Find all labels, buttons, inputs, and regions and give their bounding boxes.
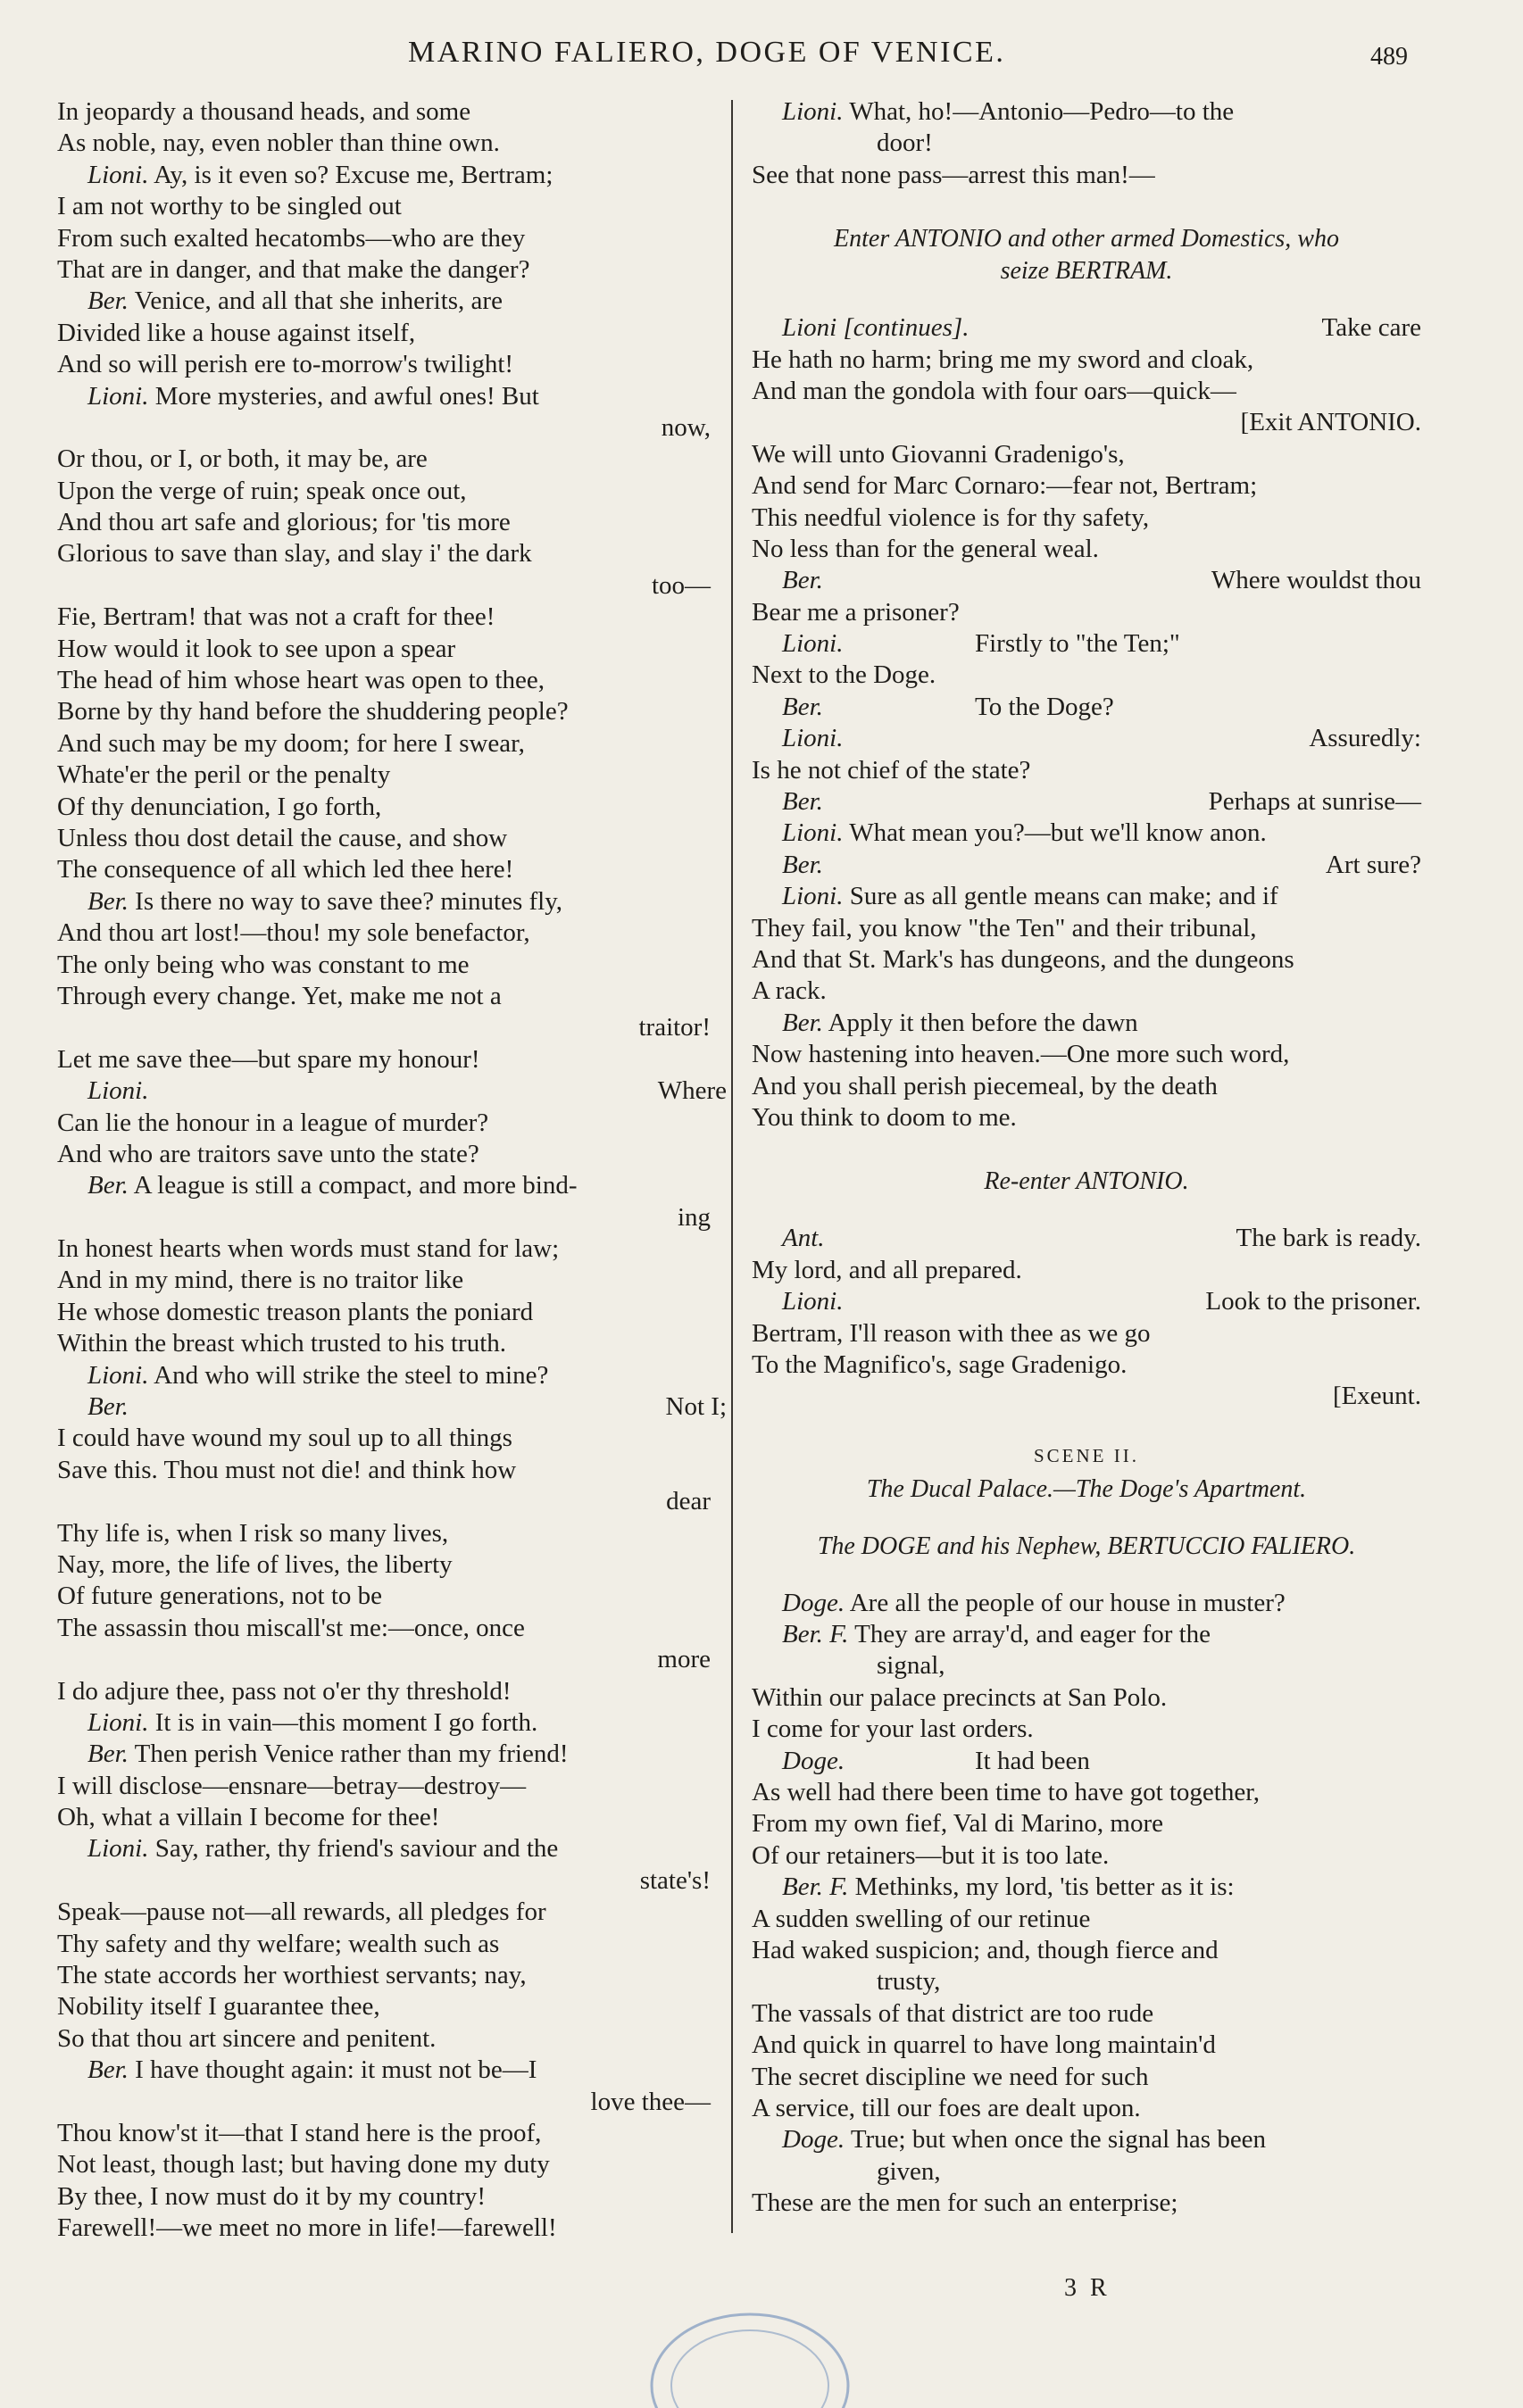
verse-line xyxy=(57,1075,727,1107)
verse-line xyxy=(57,286,727,317)
verse-line xyxy=(752,1872,1421,1903)
stage-direction: Re-enter ANTONIO. xyxy=(984,1167,1189,1196)
verse-line xyxy=(57,1233,727,1265)
line-text: My lord, and all prepared. xyxy=(752,1255,1022,1284)
speaker-name: Lioni. xyxy=(87,1707,149,1737)
verse-line xyxy=(57,886,727,918)
page-number: 489 xyxy=(1370,43,1408,71)
verse-line xyxy=(57,1739,727,1770)
verse-continuation: traitor! xyxy=(638,1013,711,1042)
verse-line xyxy=(752,786,1421,818)
speaker-name: Lioni. xyxy=(87,381,149,411)
line-text: I have thought again: it must not be—I xyxy=(135,2055,537,2085)
verse-line xyxy=(752,2030,1421,2061)
speaker-name: Lioni. xyxy=(87,1076,149,1106)
line-text: A rack. xyxy=(752,976,827,1006)
verse-line xyxy=(57,1833,727,1864)
line-text: Now hastening into heaven.—One more such word, xyxy=(752,1040,1290,1069)
verse-continuation: trusty, xyxy=(877,1967,941,1997)
verse-line xyxy=(752,1381,1421,1412)
verse-line xyxy=(752,1840,1421,1872)
line-text: Look to the prisoner. xyxy=(1205,1287,1421,1316)
spacer xyxy=(752,287,1421,312)
line-text: Thy safety and thy welfare; wealth such as xyxy=(57,1929,500,1958)
speaker-name: Ber. xyxy=(782,692,823,721)
verse-line xyxy=(752,1935,1421,1966)
line-text: And in my mind, there is no traitor like xyxy=(57,1266,464,1295)
column-divider xyxy=(731,100,733,2233)
verse-line xyxy=(57,665,727,696)
spacer xyxy=(752,1133,1421,1166)
line-text: I do adjure thee, pass not o'er thy threshold! xyxy=(57,1676,512,1706)
spacer xyxy=(752,1506,1421,1531)
line-text: The head of him whose heart was open to thee, xyxy=(57,666,545,695)
line-text: Within our palace precincts at San Polo. xyxy=(752,1682,1168,1712)
verse-line xyxy=(752,2124,1421,2155)
speaker-name: Lioni. xyxy=(87,1834,149,1864)
line-text: Farewell!—we meet no more in life!—farewell! xyxy=(57,2213,557,2243)
verse-line xyxy=(752,1588,1421,1619)
line-text: [Exeunt. xyxy=(1332,1382,1421,1411)
stage-direction: seize BERTRAM. xyxy=(1000,257,1173,286)
verse-line xyxy=(57,128,727,159)
verse-line xyxy=(752,1255,1421,1286)
verse-line xyxy=(752,597,1421,628)
line-text: Upon the verge of ruin; speak once out, xyxy=(57,476,467,505)
line-text: Apply it then before the dawn xyxy=(828,1008,1138,1037)
line-text: And that St. Mark's has dungeons, and the dungeons xyxy=(752,944,1294,974)
verse-continuation: love thee— xyxy=(590,2087,711,2116)
verse-line xyxy=(752,345,1421,376)
spacer xyxy=(752,191,1421,223)
verse-continuation: ing xyxy=(677,1202,711,1232)
verse-line xyxy=(57,792,727,823)
line-text: This needful violence is for thy safety, xyxy=(752,502,1150,532)
verse-continuation: given, xyxy=(877,2156,941,2186)
verse-line xyxy=(752,534,1421,565)
speaker-name: Ber. xyxy=(87,1392,129,1422)
verse-line xyxy=(57,918,727,949)
verse-line xyxy=(57,728,727,760)
verse-continuation: more xyxy=(657,1645,711,1674)
verse-line xyxy=(752,470,1421,502)
verse-line xyxy=(57,1297,727,1328)
speaker-name: Ber. xyxy=(87,886,129,916)
spacer xyxy=(752,1413,1421,1438)
verse-line xyxy=(752,1349,1421,1381)
verse-line xyxy=(57,696,727,727)
verse-continuation: dear xyxy=(666,1487,711,1516)
verse-line xyxy=(752,1008,1421,1039)
line-text: Through every change. Yet, make me not a xyxy=(57,981,502,1010)
line-text: Speak—pause not—all rewards, all pledges for xyxy=(57,1897,546,1927)
line-text: He whose domestic treason plants the poniard xyxy=(57,1297,534,1326)
line-text: And so will perish ere to-morrow's twilight! xyxy=(57,350,514,379)
verse-line xyxy=(57,2181,727,2213)
line-text: It had been xyxy=(975,1746,1090,1775)
verse-line xyxy=(752,1223,1421,1254)
line-text: They are array'd, and eager for the xyxy=(854,1620,1211,1649)
stage-direction: The Ducal Palace.—The Doge's Apartment. xyxy=(866,1474,1307,1503)
line-text: Where xyxy=(657,1076,727,1106)
speaker-name: Ant. xyxy=(782,1224,825,1253)
line-text: He hath no harm; bring me my sword and cloak, xyxy=(752,345,1254,374)
verse-line xyxy=(57,1549,727,1581)
line-text: I am not worthy to be singled out xyxy=(57,192,402,221)
line-text: Unless thou dost detail the cause, and show xyxy=(57,823,508,852)
verse-line xyxy=(752,1808,1421,1839)
speaker-name: Lioni. xyxy=(782,629,844,659)
line-text: Not I; xyxy=(665,1392,727,1422)
verse-line xyxy=(57,2055,727,2086)
line-text: The secret discipline we need for such xyxy=(752,2062,1149,2091)
line-text: And who will strike the steel to mine? xyxy=(154,1360,549,1390)
line-text: Save this. Thou must not die! and think how xyxy=(57,1455,517,1484)
verse-line xyxy=(57,950,727,981)
verse-line xyxy=(57,602,727,633)
verse-line xyxy=(752,723,1421,754)
verse-line xyxy=(57,1707,727,1739)
verse-line xyxy=(57,1139,727,1170)
verse-line xyxy=(57,1108,727,1139)
verse-line xyxy=(57,2213,727,2244)
verse-line xyxy=(57,2149,727,2180)
verse-line xyxy=(57,1897,727,1928)
line-text: A league is still a compact, and more bind- xyxy=(133,1171,578,1200)
verse-line xyxy=(57,854,727,885)
line-text: Say, rather, thy friend's saviour and the xyxy=(154,1834,559,1864)
line-text: We will unto Giovanni Gradenigo's, xyxy=(752,439,1125,469)
line-text: Nay, more, the life of lives, the liberty xyxy=(57,1549,453,1579)
spacer xyxy=(752,1563,1421,1588)
verse-line xyxy=(57,1991,727,2022)
line-text: Or thou, or I, or both, it may be, are xyxy=(57,444,428,474)
speaker-name: Lioni. xyxy=(782,882,844,911)
speaker-name: Ber. F. xyxy=(782,1872,849,1902)
line-text: I come for your last orders. xyxy=(752,1715,1034,1744)
line-text: No less than for the general weal. xyxy=(752,534,1099,563)
line-text: And send for Marc Cornaro:—fear not, Bertram; xyxy=(752,471,1258,501)
line-text: And who are traitors save unto the state? xyxy=(57,1139,479,1168)
line-text: Had waked suspicion; and, though fierce and xyxy=(752,1935,1219,1964)
line-text: Methinks, my lord, 'tis better as it is: xyxy=(854,1872,1235,1902)
line-text: And thou art safe and glorious; for 'tis more xyxy=(57,508,511,537)
verse-line xyxy=(752,628,1421,660)
line-text: Borne by thy hand before the shuddering people? xyxy=(57,697,569,727)
speaker-name: Lioni [continues]. xyxy=(782,313,970,343)
line-text: And thou art lost!—thou! my sole benefactor, xyxy=(57,918,530,948)
line-text: I could have wound my soul up to all things xyxy=(57,1424,512,1453)
line-text: More mysteries, and awful ones! But xyxy=(154,381,539,411)
verse-line xyxy=(752,692,1421,723)
verse-line xyxy=(752,565,1421,596)
speaker-name: Ber. F. xyxy=(782,1620,849,1649)
line-text: A sudden swelling of our retinue xyxy=(752,1904,1091,1933)
line-text: So that thou art sincere and penitent. xyxy=(57,2023,437,2053)
line-text: Art sure? xyxy=(1325,850,1421,879)
speaker-name: Ber. xyxy=(782,566,823,595)
stage-direction: The DOGE and his Nephew, BERTUCCIO FALIERO. xyxy=(817,1532,1356,1560)
speaker-name: Ber. xyxy=(87,1740,129,1769)
speaker-name: Ber. xyxy=(782,787,823,817)
verse-line xyxy=(752,1904,1421,1935)
speaker-name: Lioni. xyxy=(782,724,844,753)
line-text: Not least, though last; but having done my duty xyxy=(57,2150,550,2180)
line-text: The state accords her worthiest servants; nay, xyxy=(57,1961,527,1990)
verse-line xyxy=(752,1682,1421,1714)
verse-line xyxy=(57,2023,727,2055)
verse-line xyxy=(752,407,1421,438)
speaker-name: Doge. xyxy=(782,1588,845,1617)
verse-continuation: too— xyxy=(651,570,711,600)
line-text: And such may be my doom; for here I swear, xyxy=(57,728,525,758)
verse-line xyxy=(752,850,1421,881)
signature-mark: 3 R xyxy=(1064,2274,1111,2302)
line-text: In jeopardy a thousand heads, and some xyxy=(57,97,471,126)
verse-line xyxy=(752,1102,1421,1133)
speaker-name: Doge. xyxy=(782,2125,845,2155)
verse-line xyxy=(57,1360,727,1391)
line-text: What, ho!—Antonio—Pedro—to the xyxy=(849,97,1235,126)
verse-line xyxy=(57,2118,727,2149)
line-text: Thou know'st it—that I stand here is the proof, xyxy=(57,2119,542,2147)
line-text: It is in vain—this moment I go forth. xyxy=(154,1707,538,1737)
page-header xyxy=(0,36,1523,80)
line-text: From my own fief, Val di Marino, more xyxy=(752,1809,1163,1839)
speaker-name: Ber. xyxy=(87,2055,129,2085)
verse-line xyxy=(57,160,727,191)
verse-line xyxy=(752,96,1421,128)
verse-line xyxy=(752,1619,1421,1650)
line-text: From such exalted hecatombs—who are they xyxy=(57,223,526,253)
line-text: Is there no way to save thee? minutes fly, xyxy=(135,886,563,916)
verse-line xyxy=(57,254,727,286)
running-title: MARINO FALIERO, DOGE OF VENICE. xyxy=(408,36,1006,69)
line-text: The only being who was constant to me xyxy=(57,950,470,979)
verse-line xyxy=(752,1746,1421,1777)
line-text: Whate'er the peril or the penalty xyxy=(57,760,391,790)
verse-line xyxy=(752,2093,1421,2124)
line-text: Fie, Bertram! that was not a craft for thee! xyxy=(57,602,495,632)
speaker-name: Ber. xyxy=(782,1008,823,1037)
verse-line xyxy=(57,1044,727,1075)
line-text: Of future generations, not to be xyxy=(57,1582,383,1611)
line-text: How would it look to see upon a spear xyxy=(57,634,456,663)
verse-line xyxy=(57,538,727,569)
line-text: Let me save thee—but spare my honour! xyxy=(57,1044,480,1074)
verse-line xyxy=(57,1929,727,1960)
line-text: Next to the Doge. xyxy=(752,660,936,690)
line-text: I will disclose—ensnare—betray—destroy— xyxy=(57,1771,527,1800)
verse-line xyxy=(752,1071,1421,1102)
verse-continuation: signal, xyxy=(877,1651,945,1681)
verse-line xyxy=(57,96,727,128)
speaker-name: Lioni. xyxy=(782,818,844,848)
verse-line xyxy=(57,349,727,380)
verse-line xyxy=(57,1328,727,1359)
line-text: Of our retainers—but it is too late. xyxy=(752,1840,1110,1870)
verse-line xyxy=(57,1581,727,1612)
verse-line xyxy=(752,312,1421,344)
verse-line xyxy=(752,944,1421,976)
speaker-name: Lioni. xyxy=(87,160,149,189)
verse-line xyxy=(57,1613,727,1644)
verse-line xyxy=(57,318,727,349)
line-text: Venice, and all that she inherits, are xyxy=(134,286,503,316)
verse-line xyxy=(57,191,727,222)
verse-line xyxy=(57,476,727,507)
line-text: As noble, nay, even nobler than thine own. xyxy=(57,129,500,158)
spacer xyxy=(752,1198,1421,1223)
verse-line xyxy=(57,1265,727,1296)
line-text: Sure as all gentle means can make; and if xyxy=(849,882,1278,911)
line-text: And quick in quarrel to have long maintain'd xyxy=(752,2030,1216,2060)
verse-line xyxy=(752,2062,1421,2093)
line-text: Ay, is it even so? Excuse me, Bertram; xyxy=(154,160,553,189)
line-text: By thee, I now must do it by my country! xyxy=(57,2181,487,2211)
verse-line xyxy=(752,1777,1421,1808)
line-text: See that none pass—arrest this man!— xyxy=(752,160,1155,189)
line-text: Where wouldst thou xyxy=(1211,566,1421,595)
verse-line xyxy=(752,755,1421,786)
verse-line xyxy=(57,981,727,1012)
line-text: [Exit ANTONIO. xyxy=(1240,408,1421,437)
line-text: Can lie the honour in a league of murder? xyxy=(57,1108,489,1137)
verse-line xyxy=(57,1771,727,1802)
line-text: True; but when once the signal has been xyxy=(850,2125,1267,2155)
line-text: Are all the people of our house in muster? xyxy=(849,1588,1286,1617)
speaker-name: Doge. xyxy=(782,1746,845,1775)
verse-line xyxy=(57,1455,727,1486)
line-text: The assassin thou miscall'st me:—once, once xyxy=(57,1613,525,1642)
line-text: The consequence of all which led thee here! xyxy=(57,855,514,884)
verse-line xyxy=(57,1170,727,1201)
verse-line xyxy=(57,1391,727,1423)
line-text: And you shall perish piecemeal, by the death xyxy=(752,1071,1218,1100)
verse-line xyxy=(752,1714,1421,1745)
line-text: Then perish Venice rather than my friend! xyxy=(134,1740,569,1769)
verse-continuation: state's! xyxy=(639,1865,711,1895)
speaker-name: Ber. xyxy=(87,286,129,316)
verse-line xyxy=(752,439,1421,470)
line-text: As well had there been time to have got together, xyxy=(752,1778,1260,1807)
speaker-name: Lioni. xyxy=(782,1287,844,1316)
line-text: Bertram, I'll reason with thee as we go xyxy=(752,1318,1151,1348)
line-text: The bark is ready. xyxy=(1236,1224,1421,1253)
verse-line xyxy=(57,444,727,475)
verse-line xyxy=(57,823,727,854)
line-text: Thy life is, when I risk so many lives, xyxy=(57,1518,449,1548)
verse-line xyxy=(752,376,1421,407)
verse-line xyxy=(57,1676,727,1707)
verse-line xyxy=(57,1960,727,1991)
line-text: Take care xyxy=(1321,313,1421,343)
verse-line xyxy=(57,381,727,412)
verse-line xyxy=(752,1998,1421,2030)
verse-line xyxy=(57,634,727,665)
verse-line xyxy=(57,1518,727,1549)
left-text-column xyxy=(57,96,727,2245)
line-text: Firstly to "the Ten;" xyxy=(975,629,1180,659)
verse-continuation: door! xyxy=(877,129,933,158)
verse-line xyxy=(752,1039,1421,1070)
speaker-name: Ber. xyxy=(87,1171,129,1200)
verse-line xyxy=(752,1318,1421,1349)
speaker-name: Lioni. xyxy=(87,1360,149,1390)
right-text-column xyxy=(752,96,1421,2219)
speaker-name: Lioni. xyxy=(782,97,844,126)
line-text: And man the gondola with four oars—quick— xyxy=(752,376,1236,405)
line-text: In honest hearts when words must stand for law; xyxy=(57,1234,560,1264)
verse-line xyxy=(752,1286,1421,1317)
verse-line xyxy=(752,2188,1421,2219)
verse-line xyxy=(752,502,1421,534)
line-text: Perhaps at sunrise— xyxy=(1208,787,1421,817)
line-text: Oh, what a villain I become for thee! xyxy=(57,1803,440,1832)
verse-line xyxy=(57,1802,727,1833)
verse-line xyxy=(57,760,727,791)
verse-line xyxy=(57,507,727,538)
line-text: Bear me a prisoner? xyxy=(752,597,960,627)
line-text: The vassals of that district are too rude xyxy=(752,1998,1154,2028)
verse-line xyxy=(752,660,1421,691)
line-text: They fail, you know "the Ten" and their tribunal, xyxy=(752,913,1257,942)
verse-line xyxy=(752,818,1421,849)
line-text: What mean you?—but we'll know anon. xyxy=(849,818,1267,848)
scene-heading: SCENE II. xyxy=(1034,1444,1139,1466)
line-text: Within the breast which trusted to his truth. xyxy=(57,1329,507,1358)
stage-direction: Enter ANTONIO and other armed Domestics, who xyxy=(834,225,1339,253)
verse-line xyxy=(752,881,1421,912)
library-stamp-icon xyxy=(629,2301,870,2408)
verse-line xyxy=(57,223,727,254)
line-text: Of thy denunciation, I go forth, xyxy=(57,792,382,821)
speaker-name: Ber. xyxy=(782,850,823,879)
line-text: Nobility itself I guarantee thee, xyxy=(57,1992,380,2022)
line-text: That are in danger, and that make the danger? xyxy=(57,254,530,284)
line-text: To the Magnifico's, sage Gradenigo. xyxy=(752,1349,1128,1379)
verse-line xyxy=(752,160,1421,191)
verse-line xyxy=(752,913,1421,944)
verse-line xyxy=(57,1423,727,1454)
line-text: A service, till our foes are dealt upon. xyxy=(752,2093,1141,2122)
verse-line xyxy=(752,976,1421,1007)
line-text: These are the men for such an enterprise; xyxy=(752,2188,1178,2218)
line-text: Assuredly: xyxy=(1309,724,1421,753)
line-text: Divided like a house against itself, xyxy=(57,318,416,347)
line-text: Is he not chief of the state? xyxy=(752,755,1031,785)
verse-continuation: now, xyxy=(661,412,711,442)
line-text: You think to doom to me. xyxy=(752,1102,1017,1132)
line-text: To the Doge? xyxy=(975,692,1114,721)
line-text: Glorious to save than slay, and slay i' the dark xyxy=(57,539,532,569)
